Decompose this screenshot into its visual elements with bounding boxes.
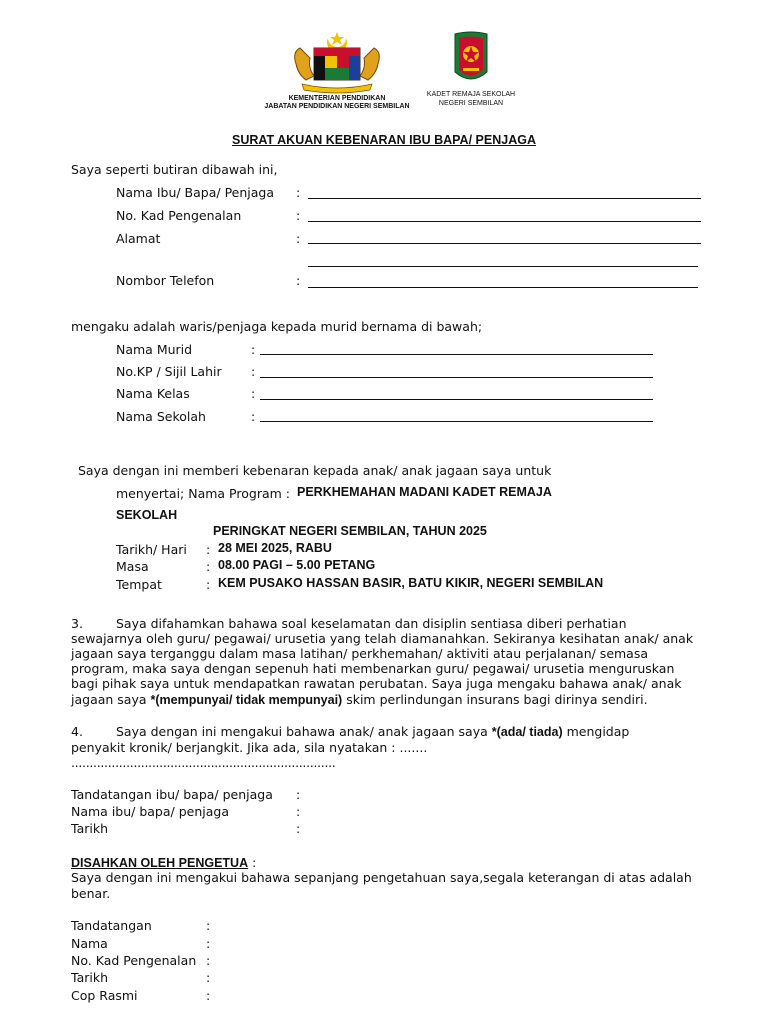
field-colon: : (251, 342, 256, 357)
principal-line2: benar. (71, 886, 111, 901)
principal-date-label: Tarikh (71, 970, 108, 985)
cadet-name-line2: NEGERI SEMBILAN (438, 100, 504, 107)
clause3-line4: program, maka saya dengan sepenuh hati membenarkan guru/ pegawai/ urusetia menguruskan (71, 661, 675, 676)
detail-value-place: KEM PUSAKO HASSAN BASIR, BATU KIKIR, NEGERI SEMBILAN (218, 576, 604, 590)
principal-stamp-label: Cop Rasmi (71, 988, 138, 1003)
clause3-line6-post: skim perlindungan insurans bagi dirinya sendiri. (342, 692, 648, 707)
field-colon: : (251, 364, 256, 379)
field-label-parent-name: Nama Ibu/ Bapa/ Penjaga (116, 185, 274, 200)
detail-label-time: Masa (116, 559, 149, 574)
field-colon: : (296, 208, 301, 223)
field-colon: : (296, 185, 301, 200)
field-colon: : (206, 577, 211, 592)
field-colon: : (206, 559, 211, 574)
document-title: SURAT AKUAN KEBENARAN IBU BAPA/ PENJAGA (232, 133, 536, 147)
field-label-ic: No. Kad Pengenalan (116, 208, 242, 223)
field-colon: : (251, 386, 256, 401)
principal-line1: Saya dengan ini mengakui bahawa sepanjang pengetahuan saya,segala keterangan di atas adalah (71, 870, 692, 885)
clause4-line3: ........................................................................ (71, 755, 336, 770)
principal-heading: DISAHKAN OLEH PENGETUA (71, 856, 249, 870)
school-line[interactable] (260, 421, 653, 422)
principal-name-label: Nama (71, 936, 108, 951)
principal-ic-label: No. Kad Pengenalan (71, 953, 197, 968)
clause4-line1-post: mengidap (562, 724, 630, 739)
clause3-line3: jagaan saya terganggu dalam masa latihan/ perkhemahan/ aktiviti atau perjalanan/ semasa (71, 646, 649, 661)
parent-signature-label: Tandatangan ibu/ bapa/ penjaga (71, 787, 273, 802)
phone-line[interactable] (308, 287, 698, 288)
clause3-number: 3. (71, 616, 83, 631)
field-colon: : (296, 273, 301, 288)
illness-choice: *(ada/ tiada) (491, 725, 563, 739)
clause4-line2: penyakit kronik/ berjangkit. Jika ada, sila nyatakan : ....... (71, 740, 428, 755)
detail-value-date: 28 MEI 2025, RABU (218, 541, 332, 555)
parent-name-line[interactable] (308, 198, 701, 199)
ministry-name-line2: JABATAN PENDIDIKAN NEGERI SEMBILAN (264, 103, 410, 110)
parent-name-label: Nama ibu/ bapa/ penjaga (71, 804, 229, 819)
field-label-student-ic: No.KP / Sijil Lahir (116, 364, 222, 379)
address-line-1[interactable] (308, 243, 701, 244)
field-colon: : (296, 787, 301, 802)
program-name-1: PERKHEMAHAN MADANI KADET REMAJA (297, 485, 552, 499)
clause4-number: 4. (71, 724, 83, 739)
clause3-line6-pre: jagaan saya (71, 692, 151, 707)
student-ic-line[interactable] (260, 377, 653, 378)
principal-heading-colon: : (248, 855, 257, 870)
field-colon: : (206, 918, 211, 933)
field-colon: : (206, 542, 211, 557)
join-label: menyertai; Nama Program : (116, 486, 290, 501)
cadet-badge-icon (425, 30, 517, 90)
student-intro: mengaku adalah waris/penjaga kepada murid bernama di bawah; (71, 319, 483, 334)
field-label-phone: Nombor Telefon (116, 273, 215, 288)
address-line-2[interactable] (308, 266, 698, 267)
parent-ic-line[interactable] (308, 221, 701, 222)
program-level: PERINGKAT NEGERI SEMBILAN, TAHUN 2025 (213, 524, 487, 538)
detail-label-date: Tarikh/ Hari (116, 542, 187, 557)
field-colon: : (251, 409, 256, 424)
program-name-2: SEKOLAH (116, 508, 178, 522)
cadet-name-line1: KADET REMAJA SEKOLAH (426, 91, 516, 98)
field-label-address: Alamat (116, 231, 161, 246)
field-colon: : (296, 804, 301, 819)
ministry-name-line1: KEMENTERIAN PENDIDIKAN (288, 95, 386, 102)
field-colon: : (206, 988, 211, 1003)
parent-date-label: Tarikh (71, 821, 108, 836)
class-line[interactable] (260, 399, 653, 400)
field-colon: : (206, 970, 211, 985)
field-colon: : (296, 821, 301, 836)
field-colon: : (296, 231, 301, 246)
clause3-line5: bagi pihak saya untuk mendapatkan rawatan perubatan. Saya juga mengaku bahawa anak/ anak (71, 676, 682, 691)
coat-of-arms-icon (262, 30, 412, 94)
insurance-choice: *(mempunyai/ tidak mempunyai) (150, 693, 343, 707)
field-colon: : (206, 953, 211, 968)
detail-label-place: Tempat (116, 577, 162, 592)
principal-signature-label: Tandatangan (71, 918, 152, 933)
principal-heading-row (71, 855, 256, 870)
clause3-line2: sewajarnya oleh guru/ pegawai/ urusetia yang telah diamanahkan. Sekiranya kesihatan anak/ anak (71, 631, 694, 646)
student-name-line[interactable] (260, 354, 653, 355)
field-colon: : (206, 936, 211, 951)
clause3-line6 (71, 692, 648, 707)
clause4-line1-pre: Saya dengan ini mengakui bahawa anak/ anak jagaan saya (116, 724, 492, 739)
detail-value-time: 08.00 PAGI – 5.00 PETANG (218, 558, 376, 572)
field-label-school: Nama Sekolah (116, 409, 206, 424)
clause3-line1: Saya difahamkan bahawa soal keselamatan dan disiplin sentiasa diberi perhatian (116, 616, 627, 631)
ministry-logo (262, 30, 412, 112)
field-label-class: Nama Kelas (116, 386, 190, 401)
consent-line: Saya dengan ini memberi kebenaran kepada anak/ anak jagaan saya untuk (78, 463, 552, 478)
clause4-line1 (116, 724, 629, 739)
parent-intro: Saya seperti butiran dibawah ini, (71, 162, 278, 177)
field-label-student-name: Nama Murid (116, 342, 193, 357)
cadet-logo (425, 30, 517, 112)
